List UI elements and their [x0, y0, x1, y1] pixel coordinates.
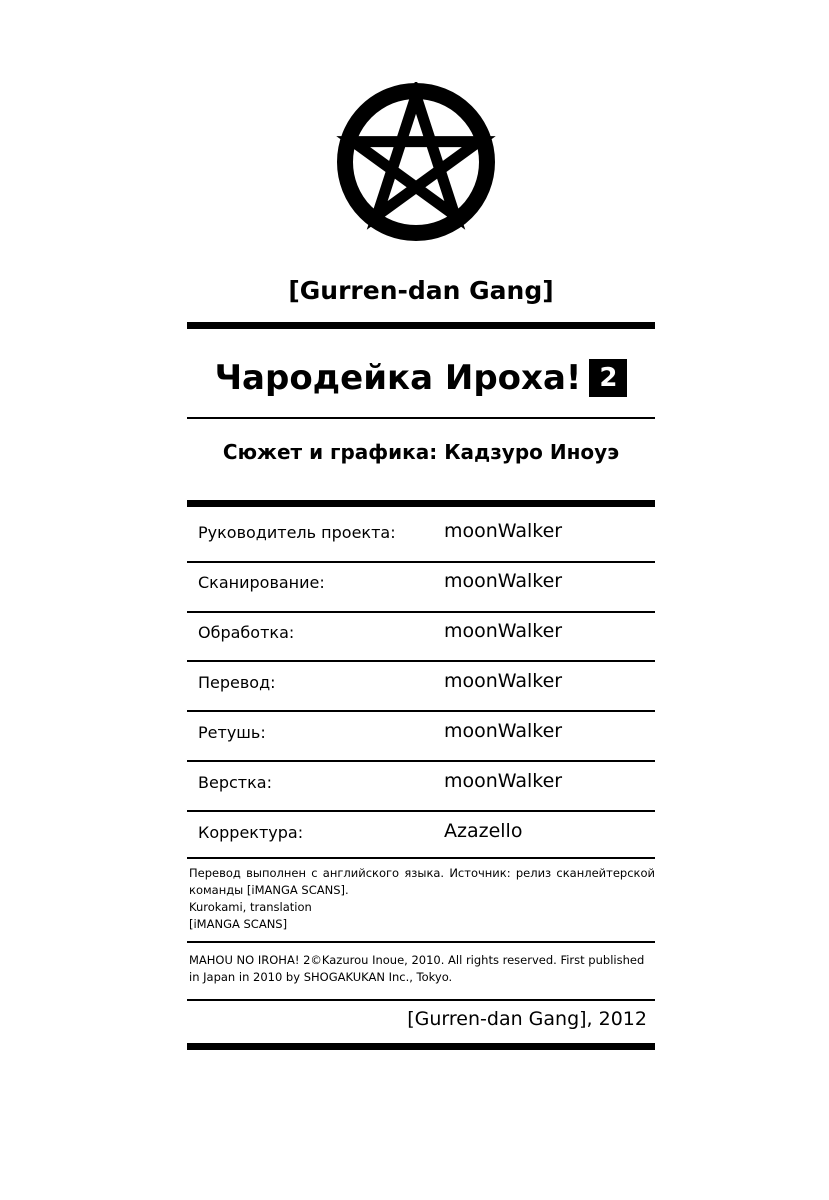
- credit-role: Корректура:: [198, 823, 304, 842]
- credit-name: moonWalker: [444, 720, 563, 742]
- manga-title-text: Чародейка Ироха!: [214, 358, 582, 398]
- divider: [187, 322, 655, 329]
- row-divider: [187, 561, 655, 563]
- credit-role: Руководитель проекта:: [198, 523, 396, 542]
- source-note-text: Перевод выполнен с английского языка. Источник: релиз сканлейтерской команды [iMANGA SCANS].: [189, 866, 655, 897]
- source-note: [189, 865, 655, 933]
- credit-name: moonWalker: [444, 770, 563, 792]
- pentagram-icon: [336, 82, 496, 242]
- group-title: [Gurren-dan Gang]: [288, 276, 554, 305]
- row-divider: [187, 611, 655, 613]
- manga-title: [187, 358, 655, 398]
- copyright-note: MAHOU NO IROHA! 2©Kazurou Inoue, 2010. All rights reserved. First published in Japan in 2010 by SHOGAKUKAN Inc., Tokyo.: [189, 953, 645, 984]
- row-divider: [187, 710, 655, 712]
- row-divider: [187, 660, 655, 662]
- credit-role: Перевод:: [198, 673, 276, 692]
- divider: [187, 417, 655, 419]
- credit-role: Ретушь:: [198, 723, 266, 742]
- credit-role: Верстка:: [198, 773, 272, 792]
- divider: [187, 500, 655, 507]
- author-line: Сюжет и графика: Кадзуро Иноуэ: [222, 440, 620, 464]
- credit-role: Сканирование:: [198, 573, 325, 592]
- footer-credit: [Gurren-dan Gang], 2012: [407, 1008, 647, 1030]
- divider: [187, 1043, 655, 1050]
- row-divider: [187, 810, 655, 812]
- divider: [187, 941, 655, 943]
- credit-name: moonWalker: [444, 620, 563, 642]
- credit-name: moonWalker: [444, 670, 563, 692]
- source-note-translator: Kurokami, translation: [189, 900, 312, 914]
- divider: [187, 999, 655, 1001]
- credit-name: Azazello: [444, 820, 523, 842]
- credit-name: moonWalker: [444, 520, 563, 542]
- row-divider: [187, 760, 655, 762]
- volume-badge: 2: [589, 359, 627, 397]
- credit-role: Обработка:: [198, 623, 295, 642]
- row-divider: [187, 857, 655, 859]
- source-note-group: [iMANGA SCANS]: [189, 917, 288, 931]
- credit-name: moonWalker: [444, 570, 563, 592]
